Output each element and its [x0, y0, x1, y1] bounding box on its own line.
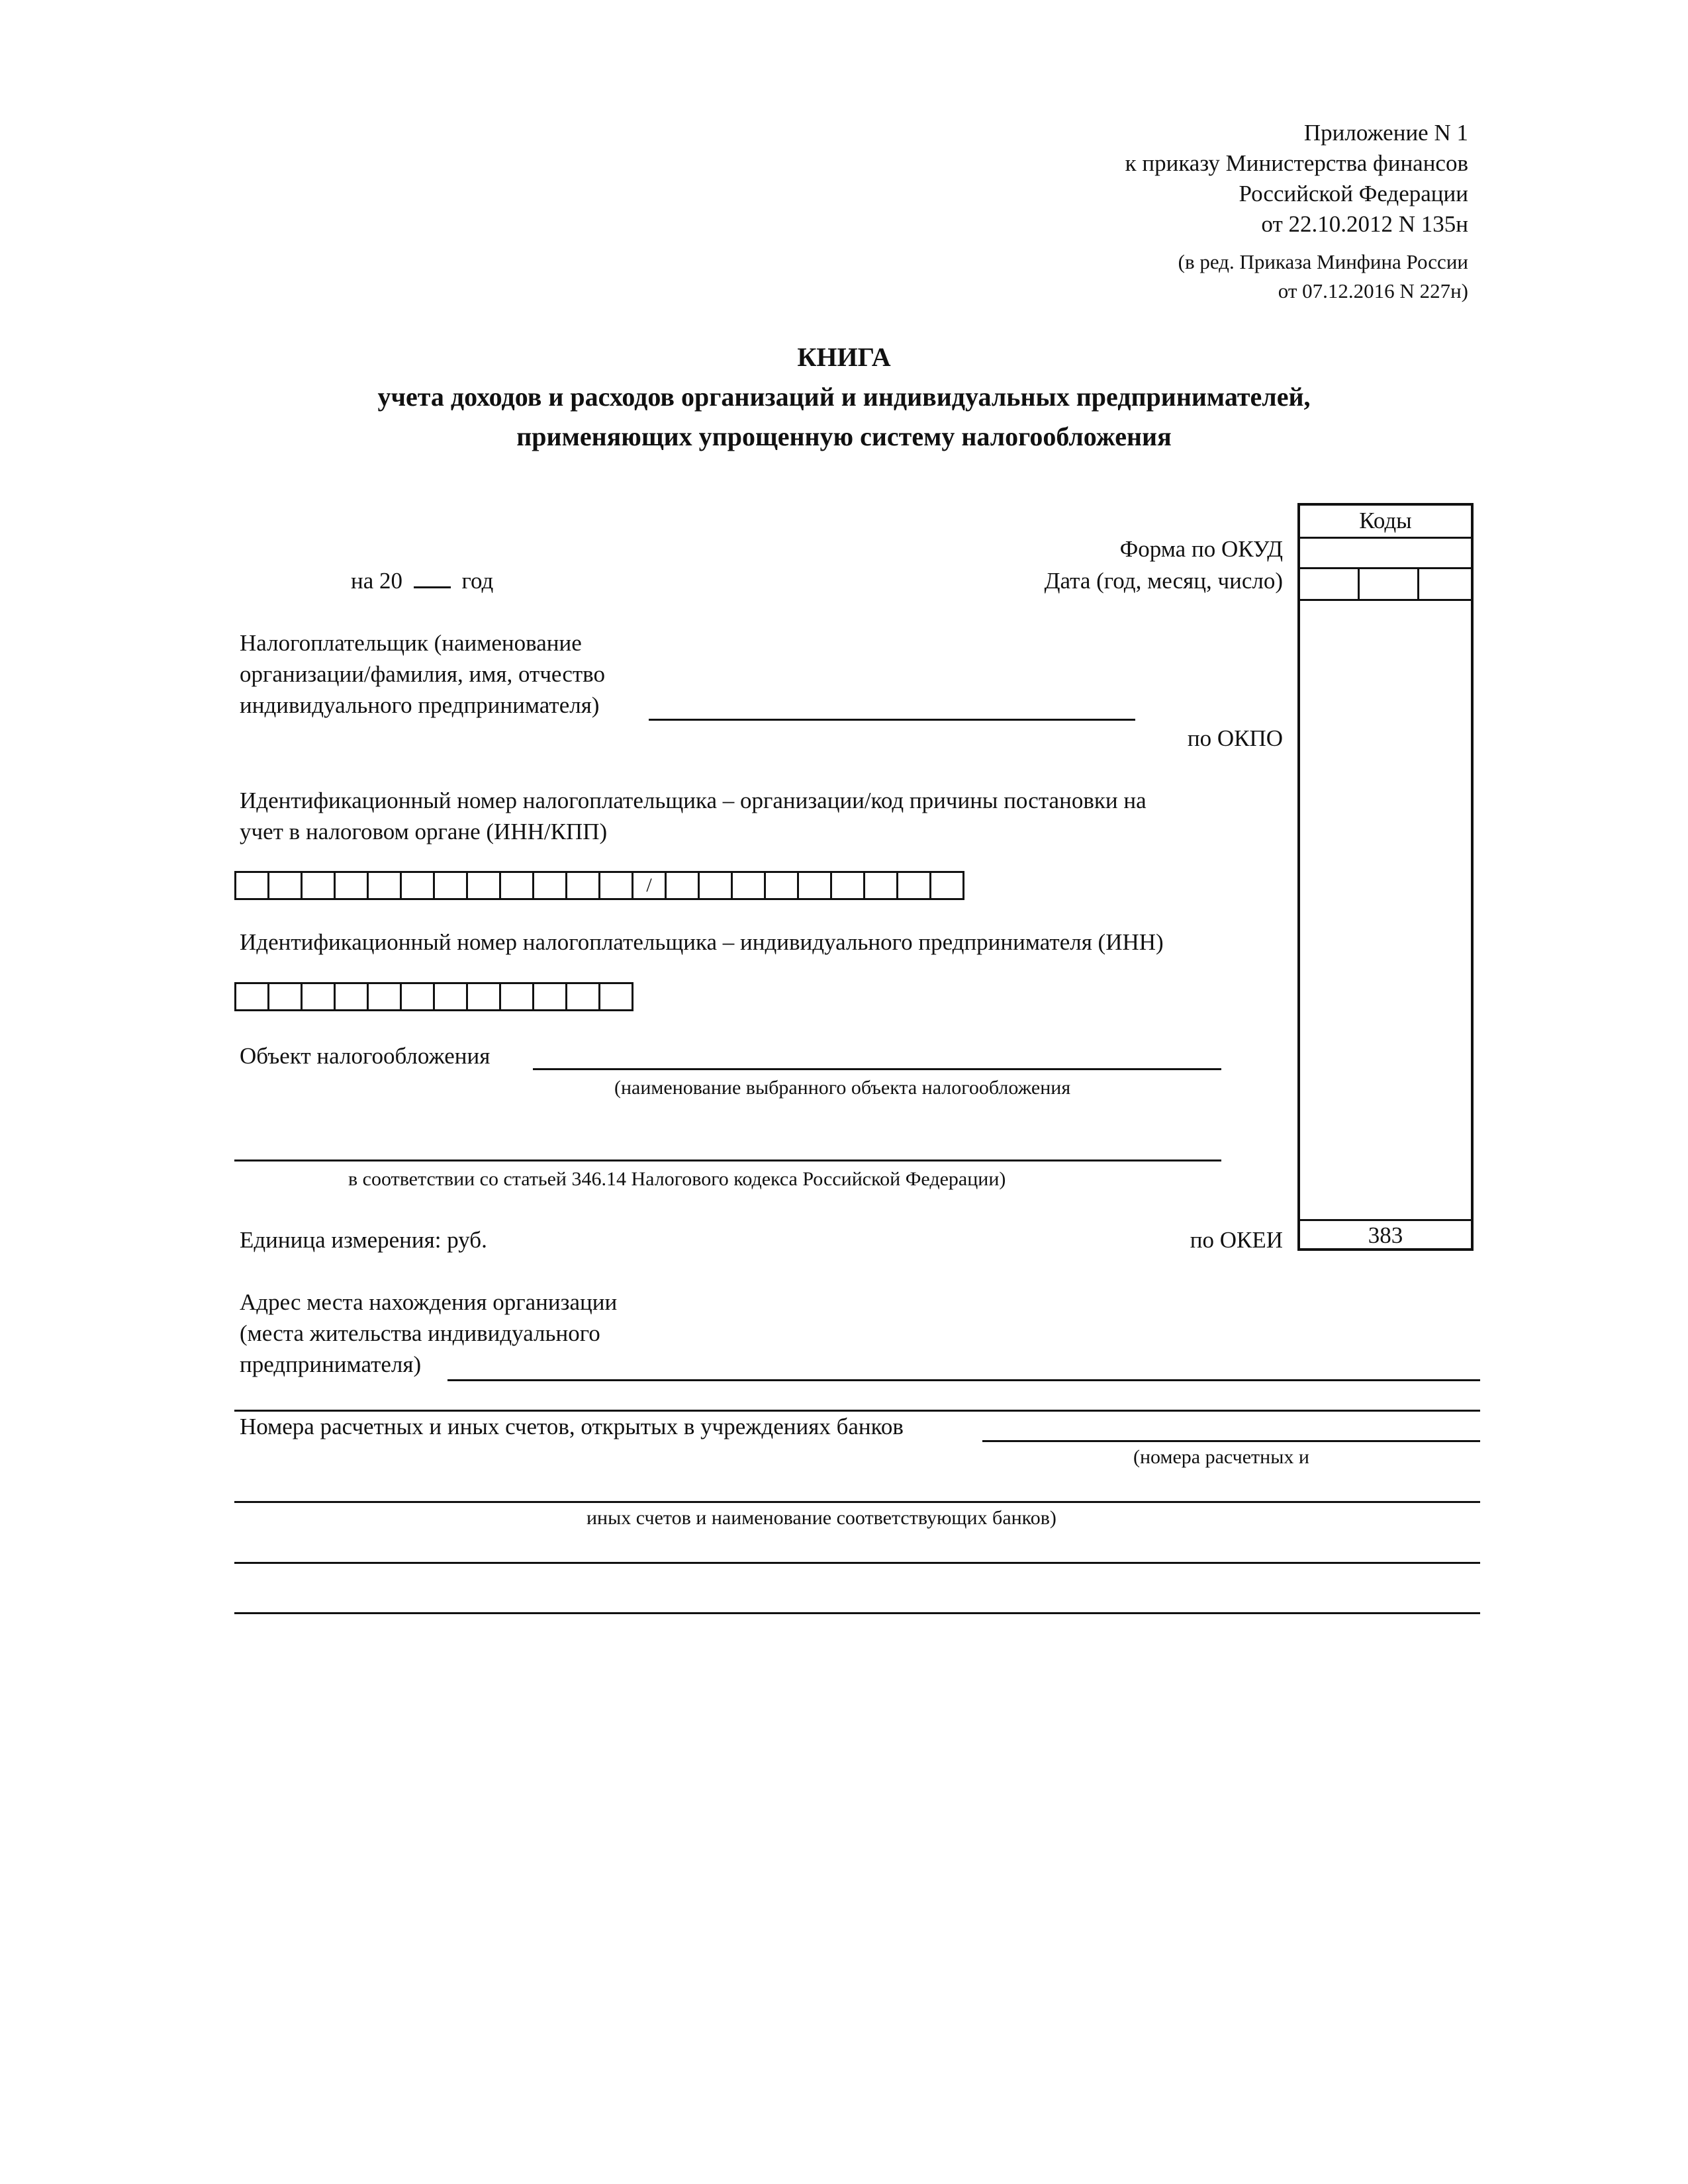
- year-suffix: год: [461, 568, 494, 594]
- tax-object-label: Объект налогообложения: [240, 1043, 491, 1069]
- appendix-line-3: Российской Федерации: [1239, 181, 1468, 206]
- appendix-line-4: от 22.10.2012 N 135н: [1261, 211, 1468, 237]
- okei-code-cell: 383: [1300, 1219, 1471, 1251]
- document-title: [0, 338, 1688, 457]
- inn-kpp-line-1: Идентификационный номер налогоплательщика – организации/код причины постановки на: [240, 788, 1147, 813]
- inn-ip-boxes: [234, 982, 633, 1011]
- inn-kpp-label: [240, 785, 1147, 847]
- amendment-line-2: от 07.12.2016 N 227н): [1278, 279, 1468, 302]
- amendment-line-1: (в ред. Приказа Минфина России: [1178, 250, 1468, 273]
- tax-object-hint-2: в соответствии со статьей 346.14 Налогового кодекса Российской Федерации): [348, 1168, 1006, 1190]
- kpp-box[interactable]: [698, 871, 733, 900]
- inn-box[interactable]: [499, 871, 534, 900]
- kpp-box[interactable]: [863, 871, 898, 900]
- kpp-box[interactable]: [731, 871, 766, 900]
- accounts-line-3[interactable]: [234, 1562, 1480, 1564]
- address-line-1: Адрес места нахождения организации: [240, 1289, 618, 1315]
- appendix-block: [1125, 118, 1468, 240]
- inn-box[interactable]: [334, 871, 369, 900]
- inn-ip-box[interactable]: [334, 982, 369, 1011]
- year-prefix: на 20: [351, 568, 403, 594]
- inn-box[interactable]: [565, 871, 600, 900]
- codes-column: [1297, 503, 1474, 1251]
- inn-ip-box[interactable]: [301, 982, 336, 1011]
- title-line-3: применяющих упрощенную систему налогообложения: [516, 422, 1172, 451]
- inn-ip-box[interactable]: [565, 982, 600, 1011]
- inn-ip-box[interactable]: [400, 982, 435, 1011]
- inn-ip-box[interactable]: [433, 982, 468, 1011]
- date-month-cell[interactable]: [1360, 569, 1419, 599]
- okud-label: Форма по ОКУД: [1119, 536, 1283, 562]
- inn-box[interactable]: [301, 871, 336, 900]
- date-day-cell[interactable]: [1300, 569, 1360, 599]
- address-line-2: (места жительства индивидуального: [240, 1320, 600, 1346]
- address-line-3: предпринимателя): [240, 1351, 422, 1377]
- amendment-block: [1178, 248, 1468, 306]
- title-line-2: учета доходов и расходов организаций и индивидуальных предпринимателей,: [377, 382, 1311, 412]
- inn-box[interactable]: [367, 871, 402, 900]
- inn-ip-box[interactable]: [499, 982, 534, 1011]
- unit-label: Единица измерения: руб.: [240, 1227, 487, 1253]
- inn-kpp-separator: /: [632, 871, 667, 900]
- accounts-line[interactable]: [982, 1440, 1480, 1442]
- inn-ip-box[interactable]: [532, 982, 567, 1011]
- inn-box[interactable]: [466, 871, 501, 900]
- tax-object-line[interactable]: [533, 1068, 1221, 1070]
- inn-ip-box[interactable]: [367, 982, 402, 1011]
- inn-box[interactable]: [267, 871, 303, 900]
- kpp-box[interactable]: [665, 871, 700, 900]
- date-code-cell[interactable]: [1300, 569, 1471, 601]
- taxpayer-line-2: организации/фамилия, имя, отчество: [240, 661, 605, 687]
- inn-box[interactable]: [234, 871, 269, 900]
- kpp-box[interactable]: [929, 871, 964, 900]
- taxpayer-line-1: Налогоплательщик (наименование: [240, 630, 582, 656]
- taxpayer-label: [240, 627, 605, 721]
- date-label: Дата (год, месяц, число): [1044, 568, 1283, 594]
- accounts-label: Номера расчетных и иных счетов, открытых в учреждениях банков: [240, 1414, 904, 1439]
- taxpayer-line-3: индивидуального предпринимателя): [240, 692, 600, 718]
- inn-ip-box[interactable]: [598, 982, 633, 1011]
- year-input-line[interactable]: [414, 586, 451, 588]
- address-line[interactable]: [447, 1379, 1480, 1381]
- inn-ip-label: Идентификационный номер налогоплательщика – индивидуального предпринимателя (ИНН): [240, 929, 1164, 955]
- inn-box[interactable]: [598, 871, 633, 900]
- inn-kpp-line-2: учет в налоговом органе (ИНН/КПП): [240, 819, 608, 844]
- tax-object-line-2[interactable]: [234, 1160, 1221, 1161]
- inn-box[interactable]: [433, 871, 468, 900]
- okud-code-cell[interactable]: [1300, 539, 1471, 569]
- accounts-hint-1: (номера расчетных и: [1133, 1446, 1309, 1468]
- inn-kpp-boxes: [234, 871, 964, 900]
- inn-box[interactable]: [400, 871, 435, 900]
- appendix-line-1: Приложение N 1: [1303, 120, 1468, 146]
- inn-ip-box[interactable]: [267, 982, 303, 1011]
- kpp-box[interactable]: [797, 871, 832, 900]
- appendix-line-2: к приказу Министерства финансов: [1125, 150, 1468, 176]
- year-row: [351, 565, 493, 596]
- address-label: [240, 1287, 617, 1380]
- codes-header: Коды: [1300, 506, 1471, 539]
- accounts-hint-2: иных счетов и наименование соответствующих банков): [586, 1507, 1056, 1529]
- inn-box[interactable]: [532, 871, 567, 900]
- okpo-label: по ОКПО: [1187, 725, 1283, 751]
- tax-object-hint-1: (наименование выбранного объекта налогообложения: [614, 1077, 1071, 1099]
- okei-label: по ОКЕИ: [1190, 1227, 1283, 1253]
- kpp-box[interactable]: [764, 871, 799, 900]
- kpp-box[interactable]: [830, 871, 865, 900]
- title-line-1: КНИГА: [797, 342, 891, 372]
- inn-ip-box[interactable]: [466, 982, 501, 1011]
- kpp-box[interactable]: [896, 871, 931, 900]
- taxpayer-name-line[interactable]: [649, 719, 1135, 721]
- inn-ip-box[interactable]: [234, 982, 269, 1011]
- accounts-line-2[interactable]: [234, 1501, 1480, 1503]
- accounts-line-4[interactable]: [234, 1612, 1480, 1614]
